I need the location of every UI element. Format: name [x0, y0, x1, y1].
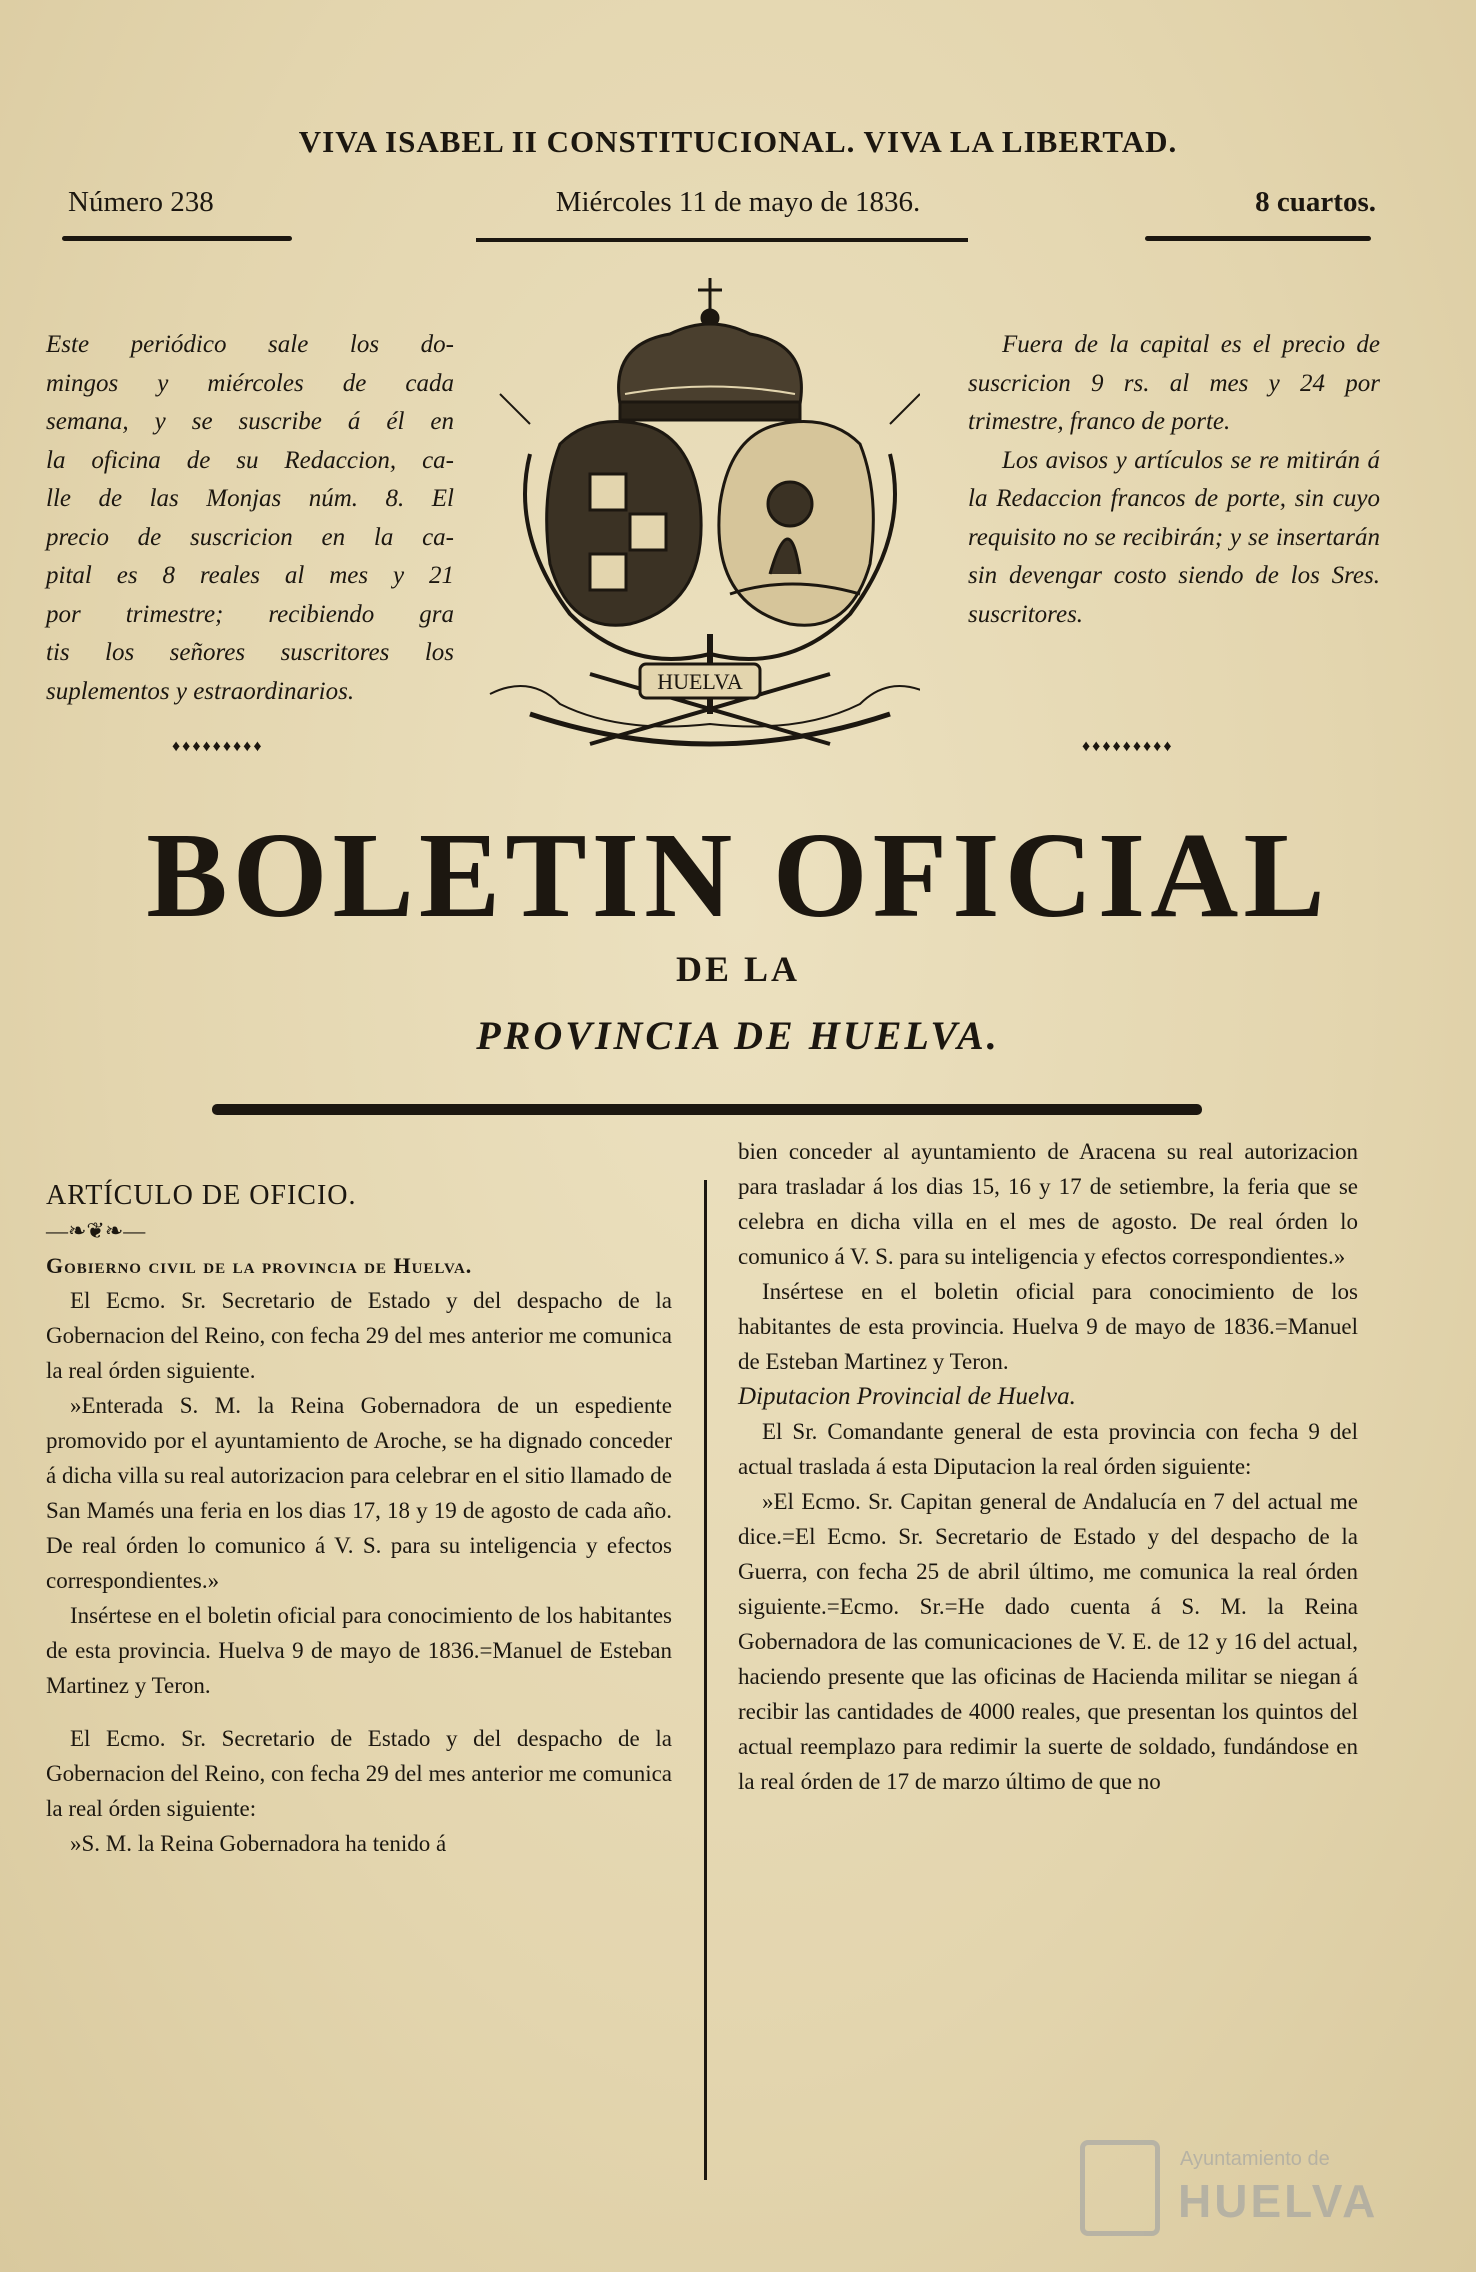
notice-line: pital es 8 reales al mes y 21	[46, 562, 454, 589]
watermark-logo-icon	[1080, 2140, 1160, 2236]
notice-line: lle de las Monjas núm. 8. El	[46, 485, 454, 512]
header-rule-left	[62, 236, 292, 241]
article-heading: ARTÍCULO DE OFICIO.	[46, 1180, 357, 1211]
crest-ribbon-label: HUELVA	[657, 669, 743, 694]
left-column	[46, 1178, 672, 1861]
masthead-rule	[212, 1104, 1202, 1115]
watermark	[1080, 2140, 1410, 2240]
masthead-province: PROVINCIA DE HUELVA.	[476, 1013, 1000, 1058]
ornament-left: ♦♦♦♦♦♦♦♦♦	[172, 738, 264, 755]
government-heading: Gobierno civil de la provincia de Huelva.	[46, 1253, 473, 1278]
notice-line: tis los señores suscritores los	[46, 639, 454, 666]
section-heading: Diputacion Provincial de Huelva.	[738, 1383, 1076, 1410]
notice-line: suplementos y estraordinarios.	[46, 677, 355, 705]
watermark-small-text: Ayuntamiento de	[1180, 2148, 1330, 2170]
article-paragraph: El Sr. Comandante general de esta provincia con fecha 9 del actual traslada á esta Diputacion la real órden siguiente:	[738, 1419, 1358, 1479]
issue-number: Número 238	[68, 186, 214, 218]
right-subscription-notice	[968, 326, 1380, 634]
flourish-ornament: —❧❦❧—	[46, 1218, 146, 1243]
article-paragraph: El Ecmo. Sr. Secretario de Estado y del despacho de la Gobernacion del Reino, con fecha 29 del mes anterior me comunica la real órden siguiente.	[46, 1288, 672, 1383]
notice-line: mingos y miércoles de cada	[46, 369, 454, 397]
notice-line: por trimestre; recibiendo gra	[46, 600, 454, 628]
article-paragraph: »El Ecmo. Sr. Capitan general de Andalucía en 7 del actual me dice.=El Ecmo. Sr. Secretario de Estado y del despacho de la Guerra, con fecha 25 de abril último, me comunica la real órden siguiente.=Ecmo. Sr.=He dado cuenta á S. M. la Reina Gobernadora de las comunicaciones de V. E. de 12 y 16 del actual, haciendo presente que las oficinas de Hacienda militar se niegan á recibir las cantidades de 4000 reales, que presentan los quintos del actual reemplazo para redimir la suerte de soldado, fundándose en la real órden de 17 de marzo último de que no	[738, 1489, 1358, 1794]
issue-date: Miércoles 11 de mayo de 1836.	[555, 186, 921, 218]
watermark-big-text: HUELVA	[1178, 2175, 1379, 2227]
issue-line	[0, 186, 1476, 226]
coat-of-arms-icon	[470, 274, 920, 764]
article-paragraph: El Ecmo. Sr. Secretario de Estado y del despacho de la Gobernacion del Reino, con fecha 29 del mes anterior me comunica la real órden siguiente:	[46, 1726, 672, 1821]
article-paragraph: Insértese en el boletin oficial para conocimiento de los habitantes de esta provincia. Huelva 9 de mayo de 1836.=Manuel de Esteban Martinez y Teron.	[738, 1279, 1358, 1374]
notice-line: semana, y se suscribe á él en	[46, 408, 454, 435]
notice-paragraph: Los avisos y artículos se re mitirán á la Redaccion francos de porte, sin cuyo requisito no se recibirán; y se insertarán sin devengar costo siendo de los Sres. suscritores.	[968, 446, 1380, 628]
notice-line: Este periódico sale los do-	[46, 331, 454, 358]
left-subscription-notice	[46, 326, 454, 711]
masthead-title: BOLETIN OFICIAL	[146, 808, 1330, 943]
issue-price: 8 cuartos.	[1255, 186, 1376, 218]
header-rule-center	[476, 238, 968, 242]
notice-paragraph: Fuera de la capital es el precio de suscricion 9 rs. al mes y 24 por trimestre, franco de porte.	[968, 331, 1380, 435]
right-column	[738, 1134, 1358, 1799]
ornament-right: ♦♦♦♦♦♦♦♦♦	[1082, 738, 1174, 755]
article-paragraph: bien conceder al ayuntamiento de Aracena su real autorizacion para trasladar á los dias 15, 16 y 17 de setiembre, la feria que se celebra en dicha villa en el mes de agosto. De real órden lo comunico á V. S. para su inteligencia y efectos correspondientes.»	[738, 1139, 1358, 1269]
article-paragraph: »Enterada S. M. la Reina Gobernadora de un espediente promovido por el ayuntamiento de Aroche, se ha dignado conceder á dicha villa su real autorizacion para celebrar en el sitio llamado de San Mamés una feria en los dias 17, 18 y 19 de agosto de cada año. De real órden lo comunico á V. S. para su inteligencia y efectos correspondientes.»	[46, 1393, 672, 1593]
motto: VIVA ISABEL II CONSTITUCIONAL. VIVA LA LIBERTAD.	[298, 124, 1178, 159]
column-divider	[704, 1180, 707, 2180]
article-paragraph: »S. M. la Reina Gobernadora ha tenido á	[70, 1831, 447, 1856]
article-paragraph: Insértese en el boletin oficial para conocimiento de los habitantes de esta provincia. Huelva 9 de mayo de 1836.=Manuel de Esteban Martinez y Teron.	[46, 1603, 672, 1698]
masthead-de-la: DE LA	[675, 949, 801, 989]
notice-line: la oficina de su Redaccion, ca-	[46, 446, 454, 474]
header-rule-right	[1145, 236, 1371, 241]
notice-line: precio de suscricion en la ca-	[46, 523, 454, 551]
